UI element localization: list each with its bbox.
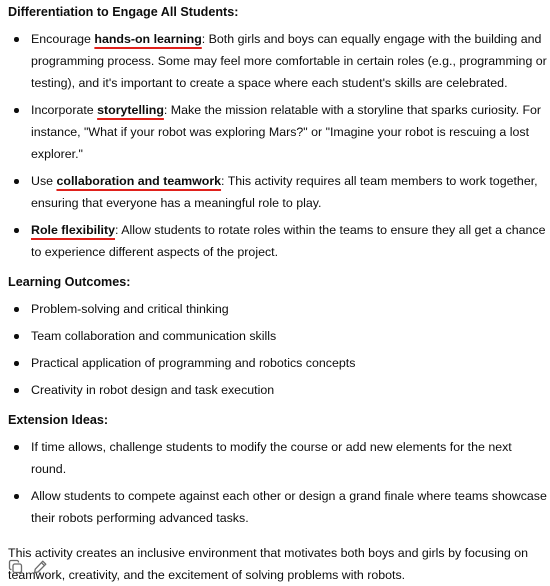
list-item: Encourage hands-on learning: Both girls and boys can equally engage with the building and programming process. Some may feel more comfortable in certain roles (e.g., programming or testing), and it's important to create a space where each student's skills are celebrated. (8, 28, 548, 94)
list-item: Creativity in robot design and task execution (8, 379, 548, 401)
section-heading-extension: Extension Ideas: (8, 413, 109, 427)
list-item: Allow students to compete against each other or design a grand finale where teams showcase their robots performing advanced tasks. (8, 485, 548, 529)
list-item: Practical application of programming and robotics concepts (8, 352, 548, 374)
differentiation-list (8, 28, 548, 263)
list-item: Role flexibility: Allow students to rotate roles within the teams to ensure they all get a chance to experience different aspects of the project. (8, 219, 548, 263)
message-toolbar (8, 559, 48, 575)
section-heading-differentiation: Differentiation to Engage All Students: (8, 5, 239, 19)
keyword-collaboration-and-teamwork: collaboration and teamwork (56, 174, 222, 188)
section-heading-outcomes: Learning Outcomes: (8, 275, 131, 289)
list-item: Team collaboration and communication skills (8, 325, 548, 347)
extension-list (8, 436, 548, 529)
copy-icon[interactable] (8, 559, 24, 575)
outcomes-list (8, 298, 548, 401)
conclusion-paragraph: This activity creates an inclusive environment that motivates both boys and girls by focusing on teamwork, creativity, and the excitement of solving problems with robots. (8, 546, 528, 582)
list-item: Incorporate storytelling: Make the mission relatable with a storyline that sparks curiosity. For instance, "What if your robot was exploring Mars?" or "Imagine your robot is rescuing a lost explorer." (8, 99, 548, 165)
list-item: If time allows, challenge students to modify the course or add new elements for the next round. (8, 436, 548, 480)
list-item: Problem-solving and critical thinking (8, 298, 548, 320)
keyword-hands-on-learning: hands-on learning (94, 32, 202, 46)
keyword-role-flexibility: Role flexibility (31, 223, 115, 237)
keyword-storytelling: storytelling (97, 103, 164, 117)
list-item: Use collaboration and teamwork: This activity requires all team members to work together, ensuring that everyone has a meaningful role to play. (8, 170, 548, 214)
response-content (8, 2, 548, 586)
edit-icon[interactable] (32, 559, 48, 575)
